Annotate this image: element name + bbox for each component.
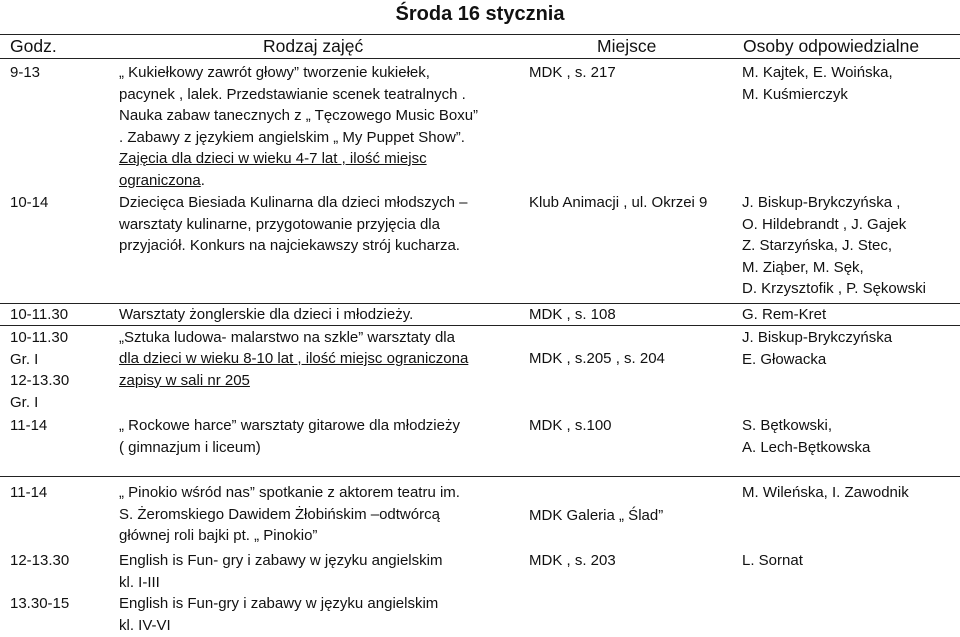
row-activity: „ Pinokio wśród nas” spotkanie z aktorem teatru im. S. Żeromskiego Dawidem Żłobińskim –odtwórcą głównej roli bajki pt. „ Pinokio” [119,484,460,544]
row-divider [0,325,960,326]
row-persons: G. Rem-Kret [742,306,827,323]
row-time: 11-14 [10,484,48,501]
row-time: 12-13.30 [10,552,70,569]
row-place: MDK , s.205 , s. 204 [529,350,665,367]
row-place: MDK , s. 203 [529,552,616,569]
row-time: 10-11.30 Gr. I 12-13.30 Gr. I [10,329,70,411]
header-divider [0,58,960,59]
row-place: MDK , s.100 [529,417,612,434]
row-activity: English is Fun- gry i zabawy w języku angielskim kl. I-III [119,552,443,591]
row-time: 10-14 [10,194,49,211]
row-activity-note: Zajęcia dla dzieci w wieku 4-7 lat , ilość miejsc ograniczona. [119,150,427,189]
title-divider [0,34,960,35]
header-place: Miejsce [597,36,657,56]
row-persons: J. Biskup-Brykczyńska E. Głowacka [742,329,893,368]
row-persons: L. Sornat [742,552,803,569]
row-time: 9-13 [10,64,41,81]
page-title: Środa 16 stycznia [395,3,565,25]
row-time: 13.30-15 [10,595,70,612]
row-activity: English is Fun-gry i zabawy w języku angielskim kl. IV-VI [119,595,439,634]
row-activity: „ Kukiełkowy zawrót głowy” tworzenie kukiełek, pacynek , lalek. Przedstawianie scenek teatralnych . Nauka zabaw tanecznych z „ Tęczowego Music Boxu” . Zabawy z językiem angielskim „ My Puppet Show”. [119,64,479,146]
header-persons: Osoby odpowiedzialne [743,36,920,56]
row-persons: M. Wileńska, I. Zawodnik [742,484,909,501]
row-time: 11-14 [10,417,48,434]
row-place: MDK , s. 217 [529,64,616,81]
row-activity: Warsztaty żonglerskie dla dzieci i młodzieży. [119,306,414,323]
row-place: MDK , s. 108 [529,306,616,323]
row-time: 10-11.30 [10,306,69,323]
row-activity: „ Rockowe harce” warsztaty gitarowe dla młodzieży ( gimnazjum i liceum) [119,417,460,456]
row-activity: Dziecięca Biesiada Kulinarna dla dzieci młodszych – warsztaty kulinarne, przygotowanie przyjęcia dla przyjaciół. Konkurs na najciekawszy strój kucharza. [119,194,468,254]
row-divider [0,476,960,477]
row-activity: „Sztuka ludowa- malarstwo na szkle” warsztaty dla [119,329,455,346]
row-persons: S. Bętkowski, A. Lech-Bętkowska [742,417,871,456]
row-place: Klub Animacji , ul. Okrzei 9 [529,194,708,211]
row-persons: M. Kajtek, E. Woińska, M. Kuśmierczyk [742,64,893,103]
header-time: Godz. [10,36,57,56]
row-persons: J. Biskup-Brykczyńska , O. Hildebrandt , J. Gajek Z. Starzyńska, J. Stec, M. Ziąber, M. Sęk, D. Krzysztofik , P. Sękowski [742,194,926,297]
row-place: MDK Galeria „ Ślad” [529,507,664,524]
row-activity-note: dla dzieci w wieku 8-10 lat , ilość miejsc ograniczona zapisy w sali nr 205 [119,350,469,389]
header-activity: Rodzaj zajęć [263,36,364,56]
